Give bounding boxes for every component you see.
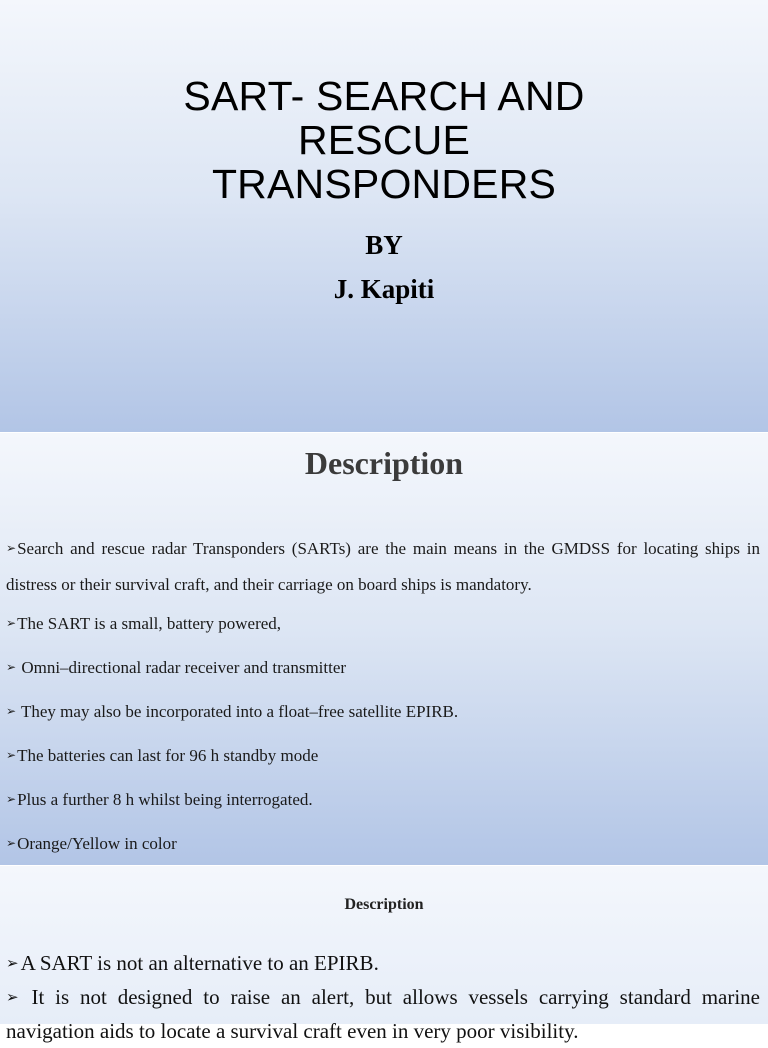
arrow-bullet-icon: ➢ xyxy=(6,660,17,674)
list-item-text: It is not designed to raise an alert, but allows vessels carrying standard marine navigation aids to locate a survival craft even in very poor visibility. xyxy=(6,985,760,1043)
list-item xyxy=(6,946,760,980)
arrow-bullet-icon: ➢ xyxy=(6,988,19,1006)
list-item xyxy=(6,737,760,774)
arrow-bullet-icon: ➢ xyxy=(6,541,17,555)
list-item-text: Omni–directional radar receiver and transmitter xyxy=(17,658,347,677)
list-item xyxy=(6,530,760,603)
slide-heading: Description xyxy=(304,445,464,481)
list-item xyxy=(6,693,760,730)
list-item-text: Orange/Yellow in color xyxy=(17,834,177,853)
list-item-text: A SART is not an alternative to an EPIRB. xyxy=(20,951,379,975)
title-line-2: RESCUE xyxy=(297,117,471,163)
arrow-bullet-icon: ➢ xyxy=(6,954,19,972)
bullet-list xyxy=(6,946,760,1048)
list-item-text: Plus a further 8 h whilst being interrogated. xyxy=(17,790,313,809)
title-slide xyxy=(0,0,768,432)
author-name: J. Kapiti xyxy=(333,274,435,304)
arrow-bullet-icon: ➢ xyxy=(6,616,17,630)
slide-heading: Description xyxy=(344,896,424,913)
bullet-list xyxy=(6,539,760,879)
list-item xyxy=(6,649,760,686)
list-item xyxy=(6,980,760,1048)
list-item xyxy=(6,825,760,862)
arrow-bullet-icon: ➢ xyxy=(6,704,17,718)
title-line-1: SART- SEARCH AND xyxy=(183,73,585,119)
by-label: BY xyxy=(365,230,403,260)
description-slide xyxy=(0,433,768,865)
list-item-text: Search and rescue radar Transponders (SARTs) are the main means in the GMDSS for locating ships in distress or their survival craft, and their carriage on board ships is mandatory. xyxy=(6,539,760,594)
list-item-text: The batteries can last for 96 h standby mode xyxy=(17,746,319,765)
arrow-bullet-icon: ➢ xyxy=(6,836,17,850)
list-item-text: They may also be incorporated into a float–free satellite EPIRB. xyxy=(17,702,459,721)
list-item xyxy=(6,605,760,642)
arrow-bullet-icon: ➢ xyxy=(6,792,17,806)
arrow-bullet-icon: ➢ xyxy=(6,748,17,762)
title-line-3: TRANSPONDERS xyxy=(211,161,557,207)
presentation-title xyxy=(0,74,768,206)
list-item xyxy=(6,781,760,818)
list-item-text: The SART is a small, battery powered, xyxy=(17,614,282,633)
description-slide-2 xyxy=(0,866,768,1043)
